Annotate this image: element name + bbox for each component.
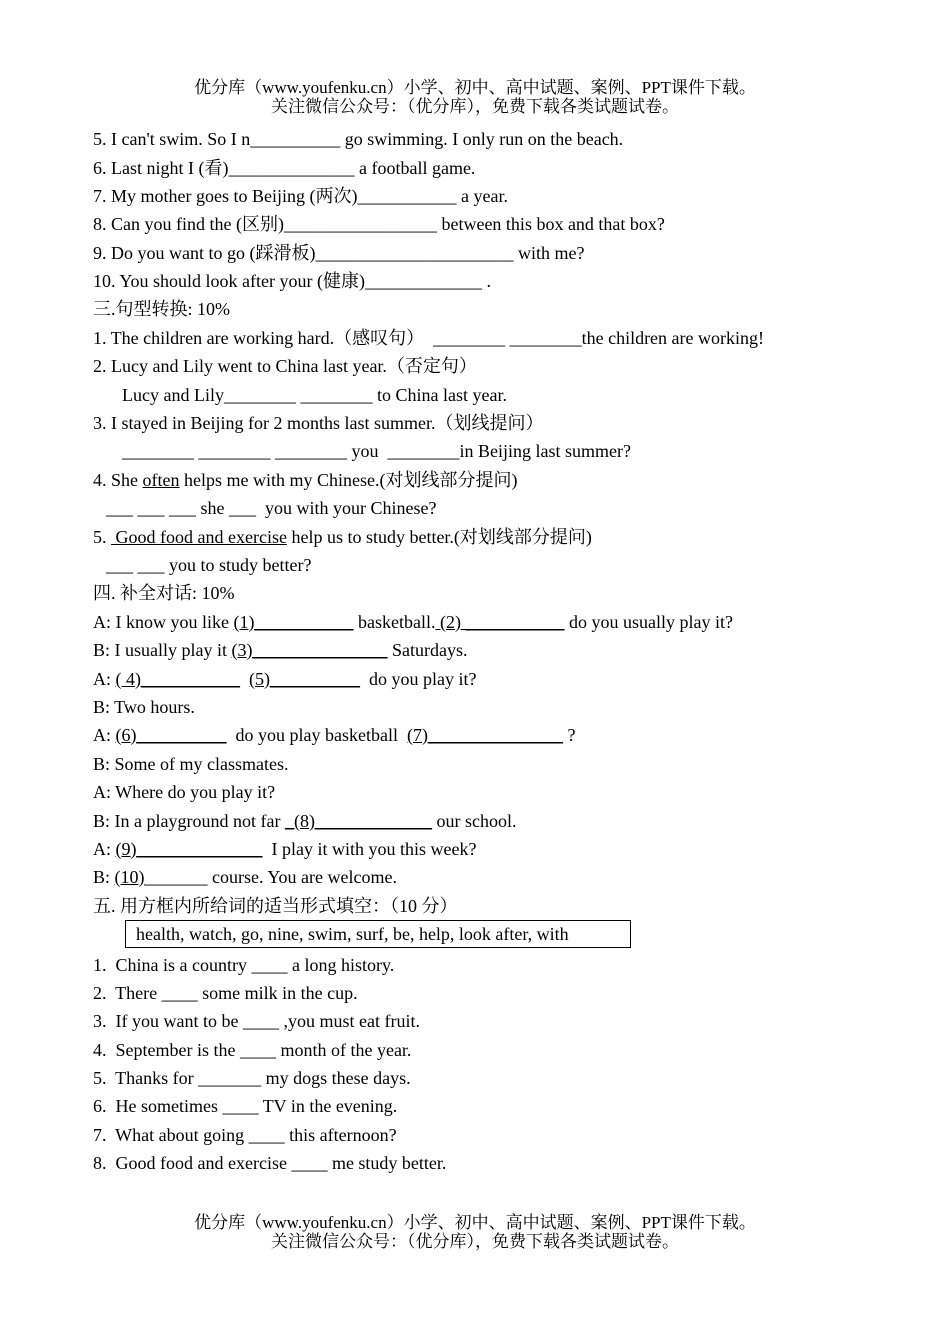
p3-q4-underlined: often bbox=[142, 470, 180, 490]
p4-blank-10: (10) bbox=[114, 867, 145, 887]
p4-blank-2: (2) ___________ bbox=[435, 612, 565, 632]
header-line-2: 关注微信公众号：（优分库），免费下载各类试题试卷。 bbox=[271, 97, 679, 116]
p4-line-8 bbox=[93, 810, 516, 832]
p3-question-1: 1. The children are working hard.（感叹句） ________ ________the children are working! bbox=[93, 328, 765, 348]
p3-title: 三.句型转换: 10% bbox=[93, 299, 230, 319]
p4-line-1 bbox=[93, 611, 733, 633]
p4-l3-gap bbox=[240, 669, 249, 689]
footer-line-2: 关注微信公众号：（优分库），免费下载各类试题试卷。 bbox=[271, 1232, 679, 1251]
p3-q5-prefix: 5. bbox=[93, 527, 111, 547]
p5-title: 五. 用方框内所给词的适当形式填空：（10 分） bbox=[93, 896, 458, 916]
p4-line-7: A: Where do you play it? bbox=[93, 782, 276, 802]
p4-line-10 bbox=[93, 866, 397, 888]
p2-question-9: 9. Do you want to go (踩滑板)______________________ with me? bbox=[93, 243, 585, 263]
p4-l5-text-a: A: bbox=[93, 725, 116, 745]
p4-line-6: B: Some of my classmates. bbox=[93, 754, 289, 774]
p5-item-2: 2. There ____ some milk in the cup. bbox=[93, 983, 358, 1003]
p4-blank-8: _(8)_____________ bbox=[284, 811, 432, 831]
p3-question-3: 3. I stayed in Beijing for 2 months last summer.（划线提问） bbox=[93, 413, 544, 433]
p3-answer-3: ________ ________ ________ you ________in Beijing last summer? bbox=[122, 441, 631, 461]
page-footer bbox=[0, 1213, 950, 1251]
p4-line-3 bbox=[93, 668, 476, 690]
p4-l5-text-c: do you play basketball bbox=[226, 725, 407, 745]
p4-l8-text-c: our school. bbox=[431, 811, 517, 831]
header-line-1: 优分库（www.youfenku.cn）小学、初中、高中试题、案例、PPT课件下载。 bbox=[194, 78, 756, 97]
p4-l1-text-c: basketball. bbox=[353, 612, 436, 632]
p3-answer-4: ___ ___ ___ she ___ you with your Chinese? bbox=[106, 498, 437, 518]
p2-question-7: 7. My mother goes to Beijing (两次)___________ a year. bbox=[93, 186, 508, 206]
p4-line-4: B: Two hours. bbox=[93, 697, 195, 717]
p4-blank-9: (9)______________ bbox=[115, 839, 263, 859]
p3-answer-5: ___ ___ you to study better? bbox=[106, 555, 312, 575]
p4-l3-text-a: A: bbox=[93, 669, 116, 689]
p4-l5-text-e: ? bbox=[562, 725, 576, 745]
p4-l10-text-c: _______ course. You are welcome. bbox=[144, 867, 397, 887]
p4-l10-text-a: B: bbox=[93, 867, 115, 887]
p3-q4-suffix: helps me with my Chinese.(对划线部分提问) bbox=[179, 470, 518, 490]
p5-item-7: 7. What about going ____ this afternoon? bbox=[93, 1125, 397, 1145]
p4-l9-text-a: A: bbox=[93, 839, 116, 859]
p3-question-2: 2. Lucy and Lily went to China last year.（否定句） bbox=[93, 356, 477, 376]
p2-question-5: 5. I can't swim. So I n__________ go swimming. I only run on the beach. bbox=[93, 129, 624, 149]
footer-line-1: 优分库（www.youfenku.cn）小学、初中、高中试题、案例、PPT课件下载。 bbox=[194, 1213, 756, 1232]
p2-question-10: 10. You should look after your (健康)_____________ . bbox=[93, 271, 491, 291]
p4-l2-text-c: Saturdays. bbox=[387, 640, 468, 660]
p4-l1-text-e: do you usually play it? bbox=[564, 612, 733, 632]
p4-blank-1: (1)___________ bbox=[233, 612, 354, 632]
p4-l8-text-a: B: In a playground not far bbox=[93, 811, 285, 831]
p5-item-6: 6. He sometimes ____ TV in the evening. bbox=[93, 1096, 398, 1116]
p3-q5-underlined: Good food and exercise bbox=[111, 527, 287, 547]
p2-question-8: 8. Can you find the (区别)_________________ between this box and that box? bbox=[93, 214, 665, 234]
p4-blank-6: (6)__________ bbox=[115, 725, 227, 745]
p3-answer-2: Lucy and Lily________ ________ to China last year. bbox=[122, 385, 507, 405]
p5-item-8: 8. Good food and exercise ____ me study better. bbox=[93, 1153, 447, 1173]
word-box: health, watch, go, nine, swim, surf, be, help, look after, with bbox=[125, 920, 631, 948]
p3-q5-suffix: help us to study better.(对划线部分提问) bbox=[286, 527, 592, 547]
p4-blank-7: (7)_______________ bbox=[406, 725, 563, 745]
p4-line-9 bbox=[93, 838, 476, 860]
p4-title: 四. 补全对话: 10% bbox=[93, 583, 235, 603]
page-header bbox=[0, 78, 950, 116]
p3-question-5 bbox=[93, 526, 592, 548]
p3-q4-prefix: 4. She bbox=[93, 470, 143, 490]
p3-question-4 bbox=[93, 469, 517, 491]
p5-item-4: 4. September is the ____ month of the year. bbox=[93, 1040, 412, 1060]
p4-l1-text-a: A: I know you like bbox=[93, 612, 234, 632]
p4-blank-5: (5)__________ bbox=[249, 669, 360, 689]
p4-line-2 bbox=[93, 639, 468, 661]
p5-item-3: 3. If you want to be ____ ,you must eat fruit. bbox=[93, 1011, 420, 1031]
p4-l9-text-c: I play it with you this week? bbox=[262, 839, 477, 859]
p4-blank-4: ( 4)___________ bbox=[115, 669, 240, 689]
p5-item-1: 1. China is a country ____ a long history. bbox=[93, 955, 395, 975]
p4-line-5 bbox=[93, 724, 575, 746]
p5-item-5: 5. Thanks for _______ my dogs these days. bbox=[93, 1068, 411, 1088]
p4-l3-text-e: do you play it? bbox=[360, 669, 477, 689]
p2-question-6: 6. Last night I (看)______________ a football game. bbox=[93, 158, 476, 178]
p4-blank-3: (3)_______________ bbox=[231, 640, 388, 660]
p4-l2-text-a: B: I usually play it bbox=[93, 640, 232, 660]
